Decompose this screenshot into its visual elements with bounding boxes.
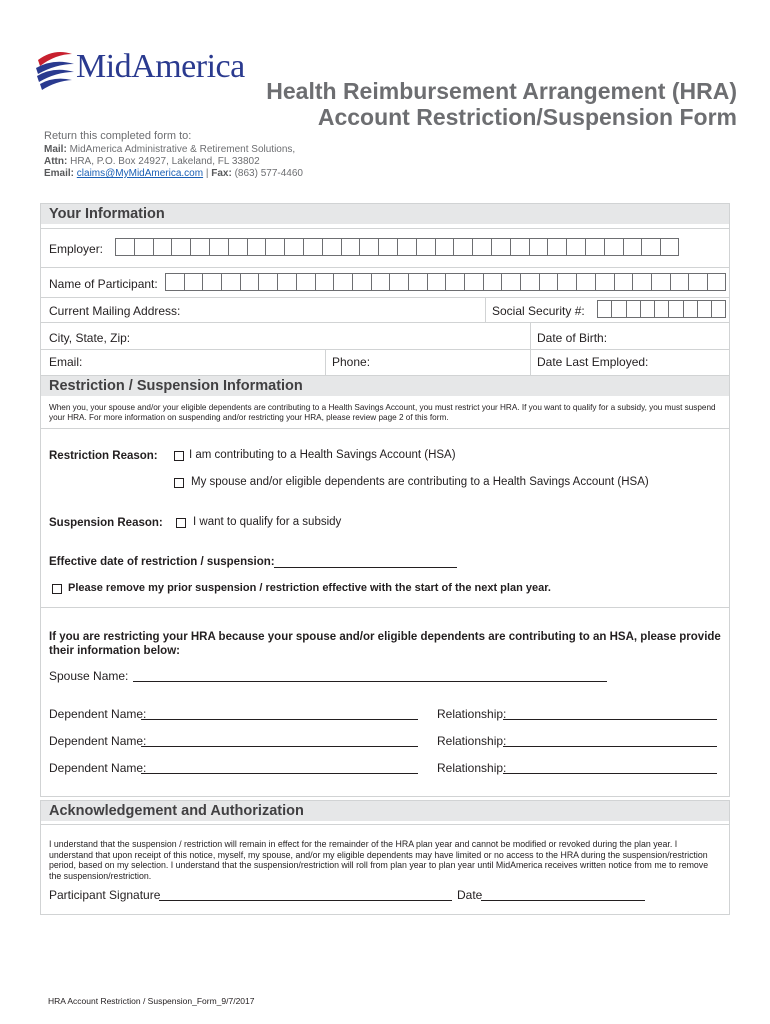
char-box[interactable] — [641, 238, 660, 256]
char-box[interactable] — [277, 273, 296, 291]
char-box[interactable] — [491, 238, 510, 256]
char-box[interactable] — [668, 300, 682, 318]
email-label: Email: — [44, 168, 75, 179]
fax-value: (863) 577-4460 — [234, 168, 303, 179]
your-information-header — [41, 204, 729, 224]
email-field-label: Email: — [49, 355, 83, 369]
char-box[interactable] — [258, 273, 277, 291]
ssn-input[interactable] — [597, 300, 726, 318]
char-box[interactable] — [697, 300, 711, 318]
signature-date-line[interactable] — [481, 900, 645, 901]
mail-label: Mail: — [44, 144, 67, 155]
relationship-line-3[interactable] — [503, 773, 717, 774]
relationship-label-3: Relationship: — [437, 761, 507, 775]
char-box[interactable] — [547, 238, 566, 256]
char-box[interactable] — [284, 238, 303, 256]
char-box[interactable] — [453, 238, 472, 256]
char-box[interactable] — [611, 300, 625, 318]
dependent-name-line-1[interactable] — [141, 719, 418, 720]
restriction-heading: Restriction / Suspension Information — [49, 378, 303, 394]
form-footer: HRA Account Restriction / Suspension_Form_9/7/2017 — [48, 996, 255, 1006]
char-box[interactable] — [614, 273, 633, 291]
char-box[interactable] — [707, 273, 726, 291]
attn-value: HRA, P.O. Box 24927, Lakeland, FL 33802 — [70, 156, 260, 167]
participant-signature-label: Participant Signature — [49, 888, 161, 902]
restriction-header — [41, 376, 729, 396]
relationship-label-2: Relationship: — [437, 734, 507, 748]
remove-prior-label: Please remove my prior suspension / restriction effective with the start of the next plan year. — [68, 582, 551, 594]
restriction-suspension-section — [40, 375, 730, 797]
acknowledgement-heading: Acknowledgement and Authorization — [49, 803, 304, 819]
char-box[interactable] — [134, 238, 153, 256]
relationship-line-1[interactable] — [503, 719, 717, 720]
email-fax-line — [44, 168, 303, 179]
relationship-line-2[interactable] — [503, 746, 717, 747]
char-box[interactable] — [209, 238, 228, 256]
your-information-section — [40, 203, 730, 377]
date-of-birth-label: Date of Birth: — [537, 331, 608, 345]
char-box[interactable] — [315, 273, 334, 291]
char-box[interactable] — [585, 238, 604, 256]
employer-input[interactable] — [115, 238, 679, 256]
char-box[interactable] — [539, 273, 558, 291]
char-box[interactable] — [265, 238, 284, 256]
char-box[interactable] — [445, 273, 464, 291]
dependent-name-line-3[interactable] — [141, 773, 418, 774]
char-box[interactable] — [604, 238, 623, 256]
char-box[interactable] — [378, 238, 397, 256]
char-box[interactable] — [352, 273, 371, 291]
dependent-name-label-3: Dependent Name: — [49, 761, 147, 775]
char-box[interactable] — [711, 300, 725, 318]
char-box[interactable] — [165, 273, 184, 291]
spouse-hsa-label: My spouse and/or eligible dependents are contributing to a Health Savings Account (HSA) — [191, 476, 649, 488]
char-box[interactable] — [626, 300, 640, 318]
char-box[interactable] — [115, 238, 134, 256]
spouse-hsa-checkbox[interactable] — [174, 478, 184, 488]
restriction-reason-label: Restriction Reason: — [49, 450, 158, 462]
spouse-info-note: If you are restricting your HRA because your spouse and/or eligible dependents are contributing to an HSA, please provide their information below: — [49, 631, 721, 657]
subsidy-label: I want to qualify for a subsidy — [193, 516, 342, 528]
char-box[interactable] — [153, 238, 172, 256]
char-box[interactable] — [520, 273, 539, 291]
dependent-name-line-2[interactable] — [141, 746, 418, 747]
employer-label: Employer: — [49, 242, 104, 256]
char-box[interactable] — [202, 273, 221, 291]
char-box[interactable] — [371, 273, 390, 291]
char-box[interactable] — [557, 273, 576, 291]
char-box[interactable] — [190, 238, 209, 256]
char-box[interactable] — [595, 273, 614, 291]
char-box[interactable] — [623, 238, 642, 256]
your-information-heading: Your Information — [49, 206, 165, 222]
spouse-name-label: Spouse Name: — [49, 669, 129, 683]
effective-date-line[interactable] — [274, 567, 457, 568]
spouse-name-line[interactable] — [133, 681, 607, 682]
char-box[interactable] — [296, 273, 315, 291]
char-box[interactable] — [597, 300, 611, 318]
form-title-line1: Health Reimbursement Arrangement (HRA) — [266, 78, 737, 104]
subsidy-checkbox[interactable] — [176, 518, 186, 528]
char-box[interactable] — [632, 273, 651, 291]
char-box[interactable] — [510, 238, 529, 256]
ssn-label: Social Security #: — [492, 304, 585, 318]
acknowledgement-header — [41, 801, 729, 821]
attn-line — [44, 156, 260, 167]
char-box[interactable] — [683, 300, 697, 318]
char-box[interactable] — [333, 273, 352, 291]
char-box[interactable] — [640, 300, 654, 318]
char-box[interactable] — [228, 238, 247, 256]
char-box[interactable] — [670, 273, 689, 291]
char-box[interactable] — [654, 300, 668, 318]
return-intro: Return this completed form to: — [44, 130, 192, 142]
char-box[interactable] — [651, 273, 670, 291]
char-box[interactable] — [483, 273, 502, 291]
logo-text: MidAmerica — [76, 48, 245, 85]
mailing-address-label: Current Mailing Address: — [49, 304, 181, 318]
acknowledgement-text: I understand that the suspension / restriction will remain in effect for the remainder of the HRA plan year and cannot be modified or revoked during the plan year. I understand that upon receipt of this notice, myself, my spouse, and/or my eligible dependents may have limited or no access to the HRA during the suspension/restriction period, based on my selection. I understand that the suspension/restriction will roll from plan year to plan year until MidAmerica receives written notice from me to remove the suspension/restriction. — [49, 839, 709, 881]
date-last-employed-label: Date Last Employed: — [537, 355, 649, 369]
participant-name-label: Name of Participant: — [49, 277, 158, 291]
char-box[interactable] — [397, 238, 416, 256]
char-box[interactable] — [221, 273, 240, 291]
char-box[interactable] — [171, 238, 190, 256]
char-box[interactable] — [416, 238, 435, 256]
signature-date-label: Date — [457, 888, 483, 902]
relationship-label-1: Relationship: — [437, 707, 507, 721]
char-box[interactable] — [566, 238, 585, 256]
suspension-reason-label: Suspension Reason: — [49, 517, 163, 529]
restriction-intro: When you, your spouse and/or your eligible dependents are contributing to a Health Savings Account, you must restrict your HRA. If you want to qualify for a subsidy, you must suspend your HRA. For more information on suspending and/or restricting your HRA, please review page 2 of this form. — [49, 403, 716, 422]
form-title-line2: Account Restriction/Suspension Form — [317, 104, 737, 130]
acknowledgement-section — [40, 800, 730, 915]
mail-value: MidAmerica Administrative & Retirement Solutions, — [69, 144, 296, 155]
char-box[interactable] — [184, 273, 203, 291]
char-box[interactable] — [322, 238, 341, 256]
char-box[interactable] — [341, 238, 360, 256]
self-hsa-checkbox[interactable] — [174, 451, 184, 461]
char-box[interactable] — [472, 238, 491, 256]
fax-label: Fax: — [211, 168, 232, 179]
participant-name-input[interactable] — [165, 273, 726, 291]
dependent-name-label-2: Dependent Name: — [49, 734, 147, 748]
char-box[interactable] — [389, 273, 408, 291]
char-box[interactable] — [435, 238, 454, 256]
char-box[interactable] — [359, 238, 378, 256]
email-link[interactable]: claims@MyMidAmerica.com — [76, 168, 204, 179]
char-box[interactable] — [427, 273, 446, 291]
char-box[interactable] — [240, 273, 259, 291]
char-box[interactable] — [501, 273, 520, 291]
char-box[interactable] — [576, 273, 595, 291]
char-box[interactable] — [408, 273, 427, 291]
attn-label: Attn: — [44, 156, 68, 167]
separator: | — [205, 168, 209, 179]
char-box[interactable] — [247, 238, 266, 256]
participant-signature-line[interactable] — [159, 900, 452, 901]
midamerica-logo — [34, 46, 249, 92]
char-box[interactable] — [660, 238, 679, 256]
char-box[interactable] — [688, 273, 707, 291]
char-box[interactable] — [303, 238, 322, 256]
remove-prior-checkbox[interactable] — [52, 584, 62, 594]
char-box[interactable] — [529, 238, 548, 256]
effective-date-label: Effective date of restriction / suspension: — [49, 556, 275, 568]
self-hsa-label: I am contributing to a Health Savings Account (HSA) — [189, 449, 456, 461]
midamerica-logo-mark-icon — [34, 46, 76, 92]
phone-label: Phone: — [332, 355, 371, 369]
city-state-zip-label: City, State, Zip: — [49, 331, 131, 345]
char-box[interactable] — [464, 273, 483, 291]
mail-line — [44, 144, 295, 155]
dependent-name-label-1: Dependent Name: — [49, 707, 147, 721]
